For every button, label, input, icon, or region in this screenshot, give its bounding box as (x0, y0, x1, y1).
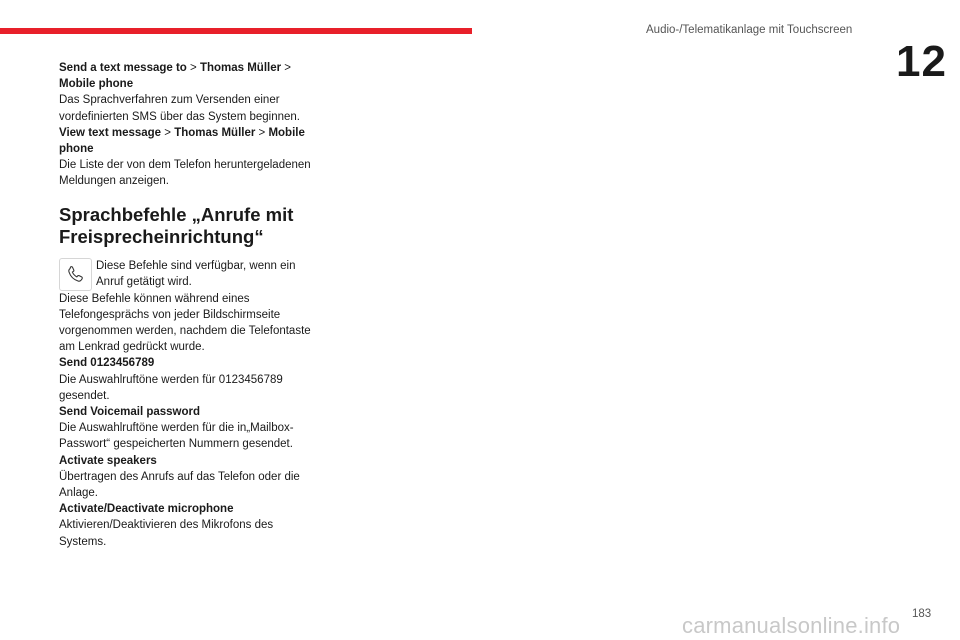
command-description: Übertragen des Anrufs auf das Telefon oder die Anlage. (59, 470, 300, 500)
command-label: Activate/Deactivate microphone (59, 503, 234, 516)
command-description: Die Auswahlruftöne werden für 0123456789 gesendet. (59, 373, 283, 402)
sms-description: Das Sprachverfahren zum Versenden einer vordefinierten SMS über das System beginnen. (59, 94, 300, 123)
view-command: View text message > Thomas Müller > Mobile phone (59, 126, 305, 156)
command-label: Send 0123456789 (59, 357, 155, 370)
page-number: 183 (912, 608, 932, 620)
header-accent-bar (0, 28, 472, 34)
section-heading: Sprachbefehle „Anrufe mit Freisprecheinrichtung“ (59, 203, 294, 247)
sms-command: Send a text message to > Thomas Müller > Mobile phone (59, 62, 292, 91)
intro-text: Diese Befehle können während eines Telefongesprächs von jeder Bildschirmseite vorgenommen werden, nachdem die Telefontaste am Lenkrad gedrückt wurde. (59, 292, 311, 354)
phone-icon (59, 258, 92, 291)
note-text: Diese Befehle sind verfügbar, wenn ein Anruf getätigt wird. (96, 259, 296, 288)
command-label: Send Voicemail password (59, 406, 201, 419)
chapter-title: Audio-/Telematikanlage mit Touchscreen (646, 24, 853, 36)
command-description: Die Auswahlruftöne werden für die in„Mailbox-Passwort“ gespeicherten Nummern gesendet. (59, 422, 294, 451)
watermark[interactable]: carmanualsonline.info (682, 613, 901, 638)
chapter-number: 12 (896, 37, 947, 86)
page-content (59, 60, 321, 550)
command-description: Aktivieren/Deaktivieren des Mikrofons des Systems. (59, 519, 274, 548)
view-description: Die Liste der von dem Telefon heruntergeladenen Meldungen anzeigen. (59, 159, 311, 188)
command-label: Activate speakers (59, 454, 157, 467)
note-row (59, 258, 321, 291)
